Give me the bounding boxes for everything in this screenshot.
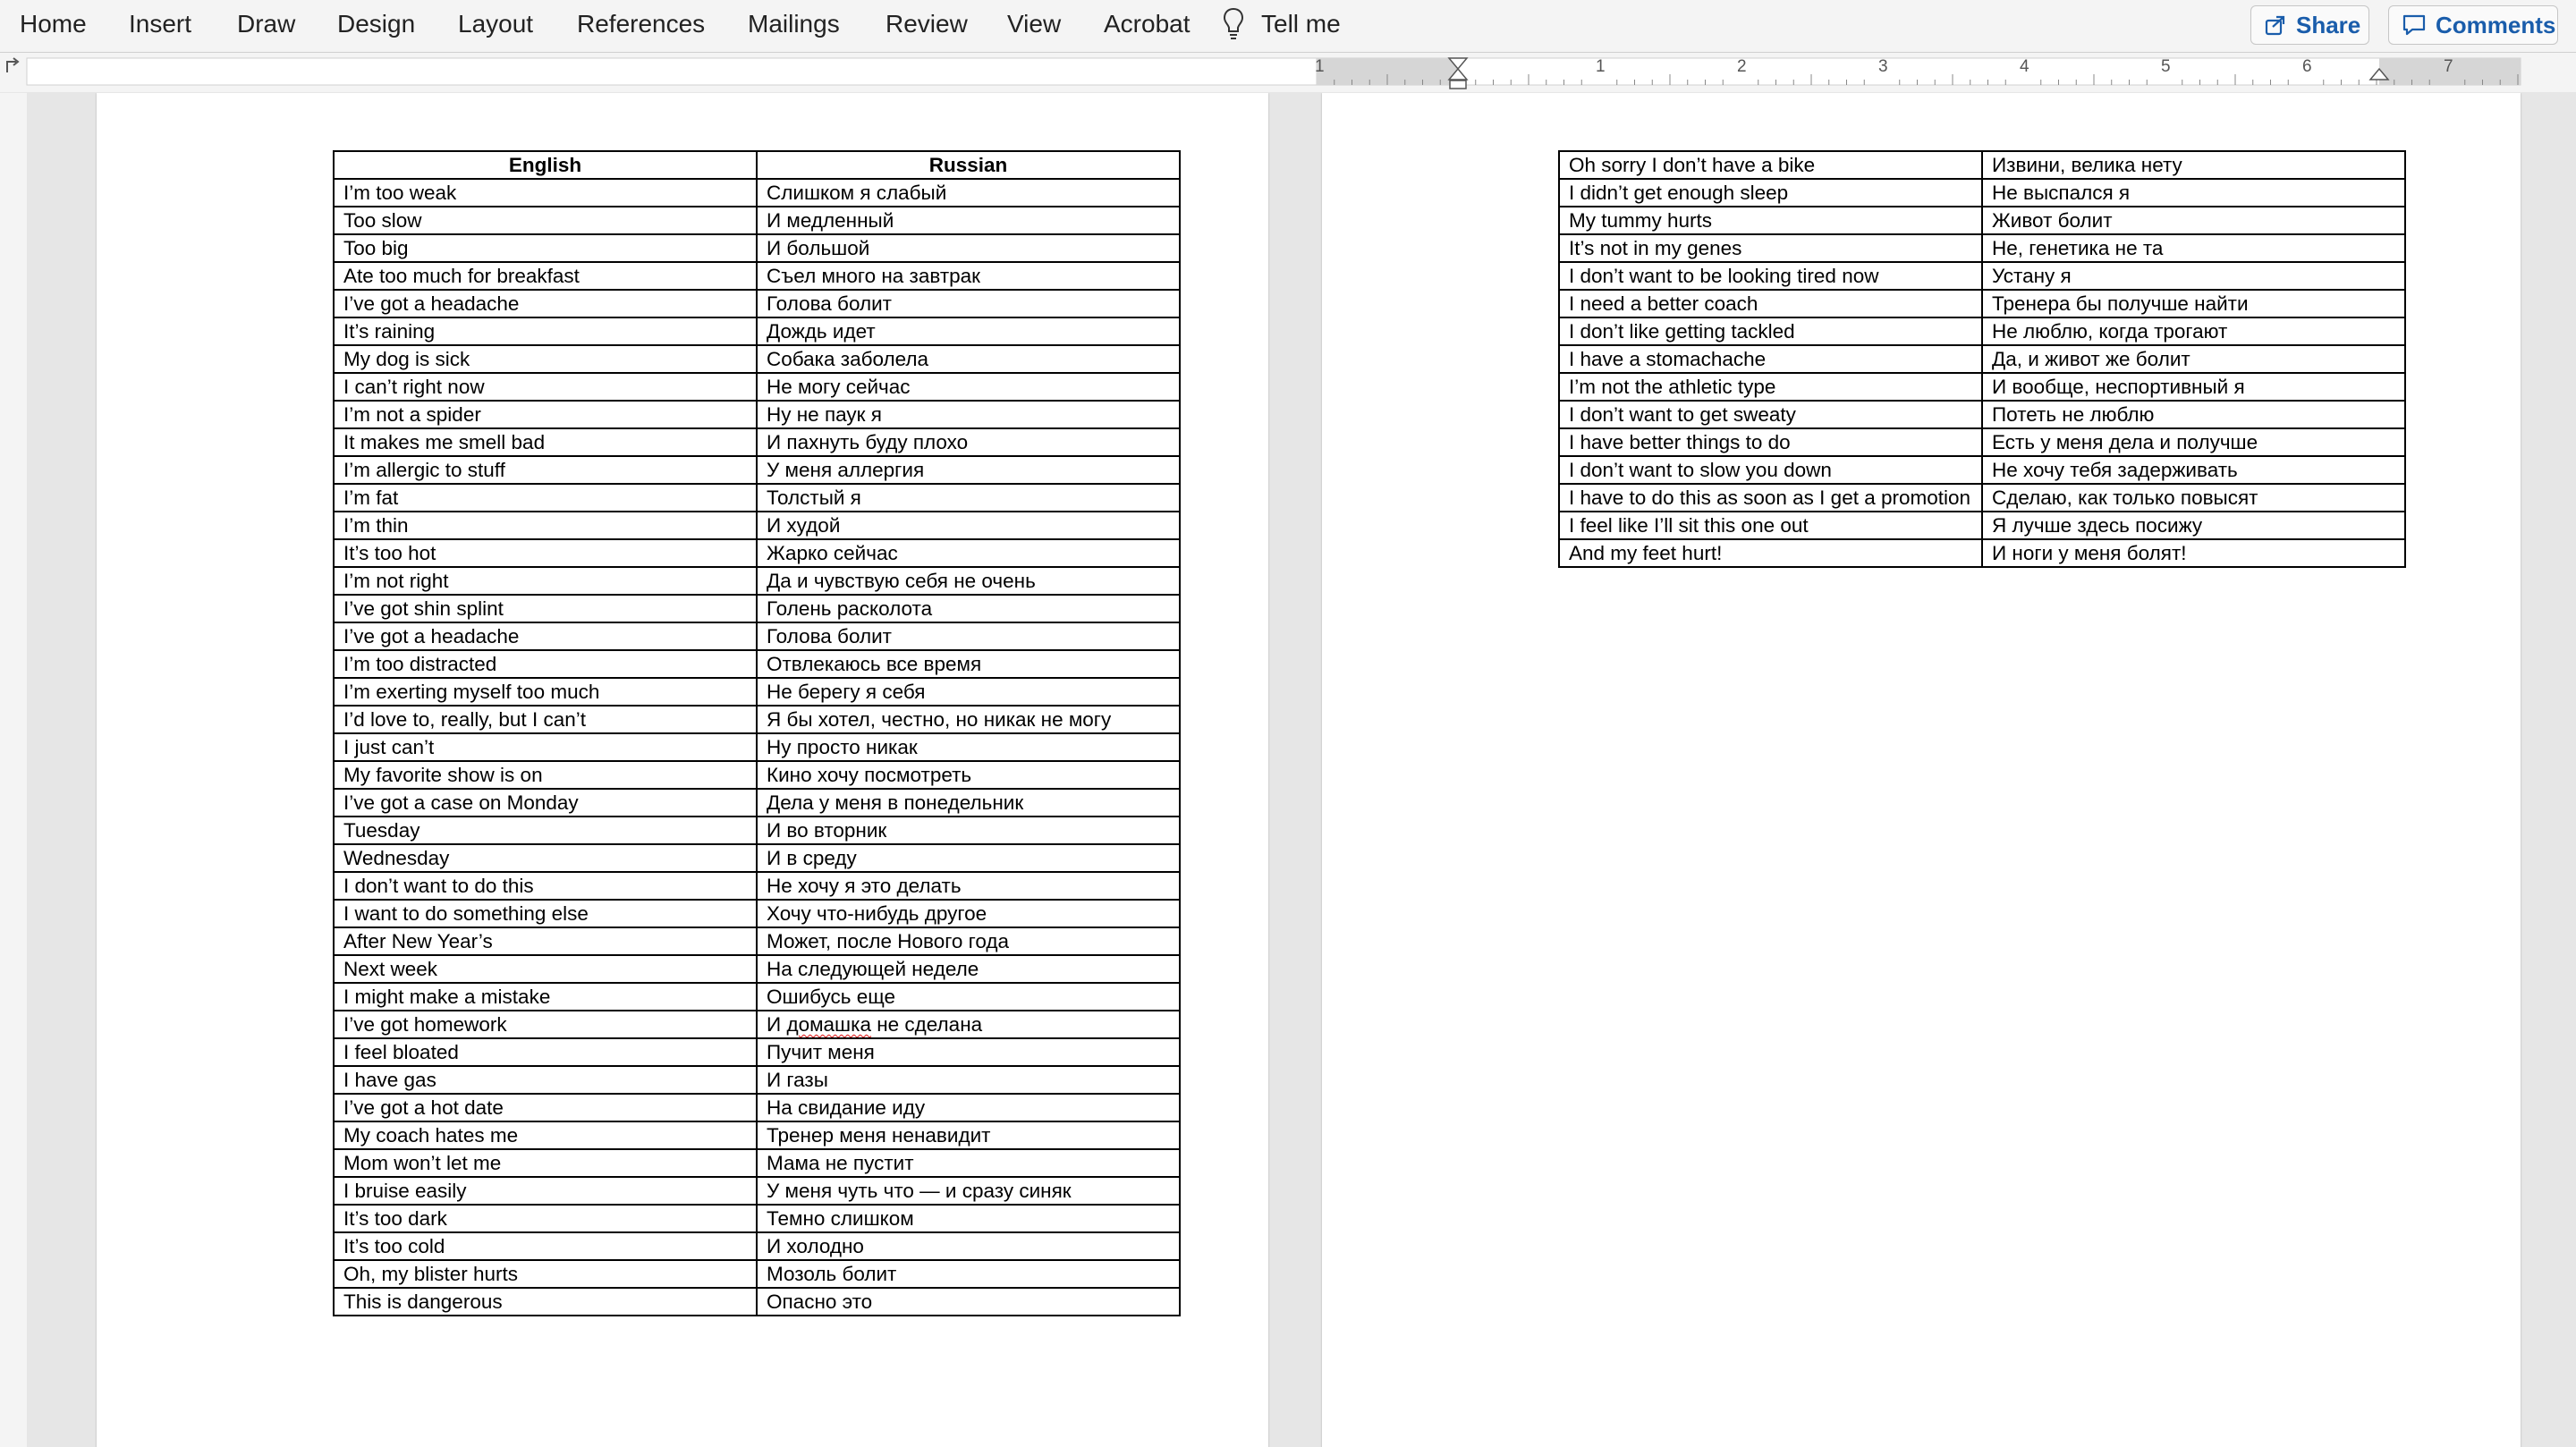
tab-review[interactable]: Review (886, 10, 968, 38)
table-row (334, 595, 1180, 622)
russian-cell[interactable]: Собака заболела (757, 345, 1180, 373)
table-row (1559, 401, 2405, 428)
english-cell[interactable]: Oh, my blister hurts (334, 1260, 757, 1288)
english-cell[interactable]: I’m too distracted (334, 650, 757, 678)
table-row (334, 1149, 1180, 1177)
russian-cell[interactable]: Хочу что-нибудь другое (757, 900, 1180, 927)
russian-cell[interactable]: Не могу сейчас (757, 373, 1180, 401)
russian-cell[interactable]: Извини, велика нету (1982, 151, 2405, 179)
english-cell[interactable]: Mom won’t let me (334, 1149, 757, 1177)
table-row (334, 622, 1180, 650)
english-cell[interactable]: I’ve got homework (334, 1011, 757, 1038)
english-cell[interactable]: I just can’t (334, 733, 757, 761)
table-row (334, 234, 1180, 262)
english-cell[interactable]: Ate too much for breakfast (334, 262, 757, 290)
english-cell[interactable]: I feel bloated (334, 1038, 757, 1066)
lightbulb-icon[interactable] (1220, 4, 1247, 43)
comment-icon (2402, 13, 2427, 37)
russian-cell[interactable]: Устану я (1982, 262, 2405, 290)
russian-cell[interactable]: И пахнуть буду плохо (757, 428, 1180, 456)
english-cell[interactable]: I can’t right now (334, 373, 757, 401)
english-cell[interactable]: I might make a mistake (334, 983, 757, 1011)
russian-cell[interactable]: Не берегу я себя (757, 678, 1180, 706)
english-cell[interactable]: I don’t want to get sweaty (1559, 401, 1982, 428)
ribbon-tab-bar (0, 0, 2576, 53)
english-cell[interactable]: I’m allergic to stuff (334, 456, 757, 484)
table-row (334, 1011, 1180, 1038)
table-row (1559, 290, 2405, 317)
table-row (1559, 373, 2405, 401)
table-row (334, 179, 1180, 207)
russian-cell[interactable]: Толстый я (757, 484, 1180, 512)
english-cell[interactable]: My dog is sick (334, 345, 757, 373)
english-cell[interactable]: I’ve got shin splint (334, 595, 757, 622)
english-cell[interactable]: I have a stomachache (1559, 345, 1982, 373)
russian-cell[interactable]: Голень расколота (757, 595, 1180, 622)
table-row (334, 1260, 1180, 1288)
english-cell[interactable]: I’d love to, really, but I can’t (334, 706, 757, 733)
english-cell[interactable]: I want to do something else (334, 900, 757, 927)
table-row (334, 428, 1180, 456)
ruler-number: 1 (1596, 57, 1606, 76)
russian-cell[interactable]: Тренер меня ненавидит (757, 1121, 1180, 1149)
english-cell[interactable]: It’s too dark (334, 1205, 757, 1232)
russian-cell[interactable]: И газы (757, 1066, 1180, 1094)
comments-button[interactable] (2388, 5, 2558, 45)
russian-cell[interactable]: И худой (757, 512, 1180, 539)
russian-cell[interactable]: Ну не паук я (757, 401, 1180, 428)
table-row (1559, 345, 2405, 373)
table-header-row (334, 151, 1180, 179)
english-cell[interactable]: I’m not a spider (334, 401, 757, 428)
ruler-scale (0, 53, 2576, 92)
table-row (334, 900, 1180, 927)
english-cell[interactable]: I’m not the athletic type (1559, 373, 1982, 401)
russian-cell[interactable]: И домашка не сделана (757, 1011, 1180, 1038)
table-row (334, 345, 1180, 373)
ruler-number: 7 (2444, 57, 2453, 76)
english-cell[interactable]: My favorite show is on (334, 761, 757, 789)
english-cell[interactable]: My tummy hurts (1559, 207, 1982, 234)
russian-cell[interactable]: Съел много на завтрак (757, 262, 1180, 290)
russian-cell[interactable]: И холодно (757, 1232, 1180, 1260)
russian-cell[interactable]: Опасно это (757, 1288, 1180, 1316)
english-cell[interactable]: It’s not in my genes (1559, 234, 1982, 262)
english-cell[interactable]: I don’t want to do this (334, 872, 757, 900)
column-header-english[interactable]: English (334, 151, 757, 179)
russian-cell[interactable]: Дождь идет (757, 317, 1180, 345)
english-cell[interactable]: I don’t want to be looking tired now (1559, 262, 1982, 290)
table-row (1559, 207, 2405, 234)
russian-cell[interactable]: Я лучше здесь посижу (1982, 512, 2405, 539)
tab-home[interactable]: Home (20, 10, 87, 38)
russian-cell[interactable]: Тренера бы получше найти (1982, 290, 2405, 317)
table-row (334, 207, 1180, 234)
table-row (334, 1066, 1180, 1094)
share-button[interactable] (2250, 5, 2369, 45)
russian-cell[interactable]: Кино хочу посмотреть (757, 761, 1180, 789)
russian-cell[interactable]: Не хочу я это делать (757, 872, 1180, 900)
russian-cell[interactable]: Пучит меня (757, 1038, 1180, 1066)
table-row (334, 373, 1180, 401)
english-cell[interactable]: I’m too weak (334, 179, 757, 207)
english-cell[interactable]: It’s too hot (334, 539, 757, 567)
table-row (334, 844, 1180, 872)
ruler-number: 5 (2161, 57, 2171, 76)
russian-cell[interactable]: И в среду (757, 844, 1180, 872)
english-cell[interactable]: Tuesday (334, 817, 757, 844)
share-icon (2264, 13, 2287, 37)
russian-cell[interactable]: И ноги у меня болят! (1982, 539, 2405, 567)
russian-cell[interactable]: Дела у меня в понедельник (757, 789, 1180, 817)
table-row (1559, 317, 2405, 345)
russian-cell[interactable]: У меня чуть что — и сразу синяк (757, 1177, 1180, 1205)
table-row (334, 927, 1180, 955)
russian-cell[interactable]: Слишком я слабый (757, 179, 1180, 207)
table-row (1559, 179, 2405, 207)
english-cell[interactable]: I don’t like getting tackled (1559, 317, 1982, 345)
russian-cell[interactable]: Ошибусь еще (757, 983, 1180, 1011)
tab-selector-icon[interactable] (7, 58, 18, 72)
tab-design[interactable]: Design (337, 10, 416, 38)
english-cell[interactable]: Too big (334, 234, 757, 262)
russian-cell[interactable]: И большой (757, 234, 1180, 262)
tab-insert[interactable]: Insert (129, 10, 192, 38)
table-row (334, 401, 1180, 428)
russian-cell[interactable]: Да, и живот же болит (1982, 345, 2405, 373)
table-row (334, 1094, 1180, 1121)
ruler-number: 1 (1315, 57, 1325, 76)
table-row (334, 484, 1180, 512)
english-cell[interactable]: I’ve got a hot date (334, 1094, 757, 1121)
table-row (334, 733, 1180, 761)
russian-cell[interactable]: Сделаю, как только повысят (1982, 484, 2405, 512)
russian-cell[interactable]: Голова болит (757, 290, 1180, 317)
table-row (334, 1038, 1180, 1066)
horizontal-ruler[interactable] (0, 53, 2576, 92)
ruler-number: 2 (1737, 57, 1747, 76)
table-row (1559, 456, 2405, 484)
table-row (334, 1232, 1180, 1260)
table-row (1559, 512, 2405, 539)
table-row (1559, 539, 2405, 567)
english-cell[interactable]: My coach hates me (334, 1121, 757, 1149)
english-cell[interactable]: Wednesday (334, 844, 757, 872)
table-row (334, 512, 1180, 539)
tab-mailings[interactable]: Mailings (748, 10, 840, 38)
document-page-1[interactable] (97, 93, 1268, 1447)
table-row (334, 1121, 1180, 1149)
table-row (334, 290, 1180, 317)
table-row (1559, 151, 2405, 179)
russian-cell[interactable]: И медленный (757, 207, 1180, 234)
english-cell[interactable]: I’ve got a case on Monday (334, 789, 757, 817)
spelling-error-mark[interactable]: домашка (786, 1013, 871, 1036)
english-cell[interactable]: I need a better coach (1559, 290, 1982, 317)
russian-cell[interactable]: Ну просто никак (757, 733, 1180, 761)
english-cell[interactable]: I don’t want to slow you down (1559, 456, 1982, 484)
russian-cell[interactable]: Живот болит (1982, 207, 2405, 234)
table-row (334, 817, 1180, 844)
english-cell[interactable]: I have to do this as soon as I get a promotion (1559, 484, 1982, 512)
table-row (334, 706, 1180, 733)
english-cell[interactable]: I feel like I’ll sit this one out (1559, 512, 1982, 539)
document-page-2[interactable] (1322, 93, 2521, 1447)
tab-draw[interactable]: Draw (237, 10, 296, 38)
table-row (334, 678, 1180, 706)
tab-references[interactable]: References (577, 10, 706, 38)
russian-cell[interactable]: И вообще, неспортивный я (1982, 373, 2405, 401)
column-header-russian[interactable]: Russian (757, 151, 1180, 179)
russian-cell[interactable]: Есть у меня дела и получше (1982, 428, 2405, 456)
table-row (334, 317, 1180, 345)
table-row (334, 955, 1180, 983)
english-cell[interactable]: I’ve got a headache (334, 622, 757, 650)
english-cell[interactable]: And my feet hurt! (1559, 539, 1982, 567)
translation-table-1[interactable] (333, 150, 1181, 1316)
russian-cell[interactable]: Жарко сейчас (757, 539, 1180, 567)
russian-cell[interactable]: Мозоль болит (757, 1260, 1180, 1288)
table-row (334, 1288, 1180, 1316)
english-cell[interactable]: This is dangerous (334, 1288, 757, 1316)
table-row (334, 650, 1180, 678)
tell-me-search[interactable]: Tell me (1261, 10, 1341, 38)
table-row (334, 1205, 1180, 1232)
table-row (334, 539, 1180, 567)
tab-view[interactable]: View (1007, 10, 1062, 38)
table-row (334, 456, 1180, 484)
tab-layout[interactable]: Layout (458, 10, 534, 38)
russian-cell[interactable]: И во вторник (757, 817, 1180, 844)
table-row (334, 789, 1180, 817)
russian-cell[interactable]: На свидание иду (757, 1094, 1180, 1121)
document-workspace[interactable] (27, 93, 2549, 1447)
russian-cell[interactable]: Не люблю, когда трогают (1982, 317, 2405, 345)
english-cell[interactable]: After New Year’s (334, 927, 757, 955)
table-row (334, 262, 1180, 290)
english-cell[interactable]: I have gas (334, 1066, 757, 1094)
russian-cell[interactable]: Не хочу тебя задерживать (1982, 456, 2405, 484)
english-cell[interactable]: I’m exerting myself too much (334, 678, 757, 706)
russian-cell[interactable]: Потеть не люблю (1982, 401, 2405, 428)
table-row (1559, 262, 2405, 290)
table-row (334, 1177, 1180, 1205)
english-cell[interactable]: Too slow (334, 207, 757, 234)
english-cell[interactable]: I’m not right (334, 567, 757, 595)
table-row (334, 983, 1180, 1011)
english-cell[interactable]: I didn’t get enough sleep (1559, 179, 1982, 207)
table-row (1559, 484, 2405, 512)
russian-cell[interactable]: Мама не пустит (757, 1149, 1180, 1177)
russian-cell[interactable]: У меня аллергия (757, 456, 1180, 484)
ruler-number: 3 (1878, 57, 1888, 76)
english-cell[interactable]: I have better things to do (1559, 428, 1982, 456)
table-row (334, 761, 1180, 789)
english-cell[interactable]: I bruise easily (334, 1177, 757, 1205)
english-cell[interactable]: It’s raining (334, 317, 757, 345)
english-cell[interactable]: I’m thin (334, 512, 757, 539)
tab-acrobat[interactable]: Acrobat (1104, 10, 1191, 38)
english-cell[interactable]: I’m fat (334, 484, 757, 512)
russian-cell[interactable]: Голова болит (757, 622, 1180, 650)
english-cell[interactable]: I’ve got a headache (334, 290, 757, 317)
russian-cell[interactable]: Может, после Нового года (757, 927, 1180, 955)
vertical-ruler (0, 93, 28, 1447)
russian-cell[interactable]: Да и чувствую себя не очень (757, 567, 1180, 595)
table-row (334, 567, 1180, 595)
table-row (1559, 234, 2405, 262)
comments-label: Comments (2436, 11, 2556, 38)
russian-cell[interactable]: Отвлекаюсь все время (757, 650, 1180, 678)
translation-table-2[interactable] (1558, 150, 2406, 568)
russian-cell[interactable]: Не выспался я (1982, 179, 2405, 207)
ruler-number: 4 (2020, 57, 2029, 76)
table-row (1559, 428, 2405, 456)
ruler-number: 6 (2302, 57, 2312, 76)
english-cell[interactable]: It’s too cold (334, 1232, 757, 1260)
russian-cell[interactable]: Темно слишком (757, 1205, 1180, 1232)
english-cell[interactable]: Oh sorry I don’t have a bike (1559, 151, 1982, 179)
share-label: Share (2296, 11, 2361, 38)
table-row (334, 872, 1180, 900)
russian-cell[interactable]: Я бы хотел, честно, но никак не могу (757, 706, 1180, 733)
russian-cell[interactable]: Не, генетика не та (1982, 234, 2405, 262)
russian-cell[interactable]: На следующей неделе (757, 955, 1180, 983)
english-cell[interactable]: Next week (334, 955, 757, 983)
english-cell[interactable]: It makes me smell bad (334, 428, 757, 456)
